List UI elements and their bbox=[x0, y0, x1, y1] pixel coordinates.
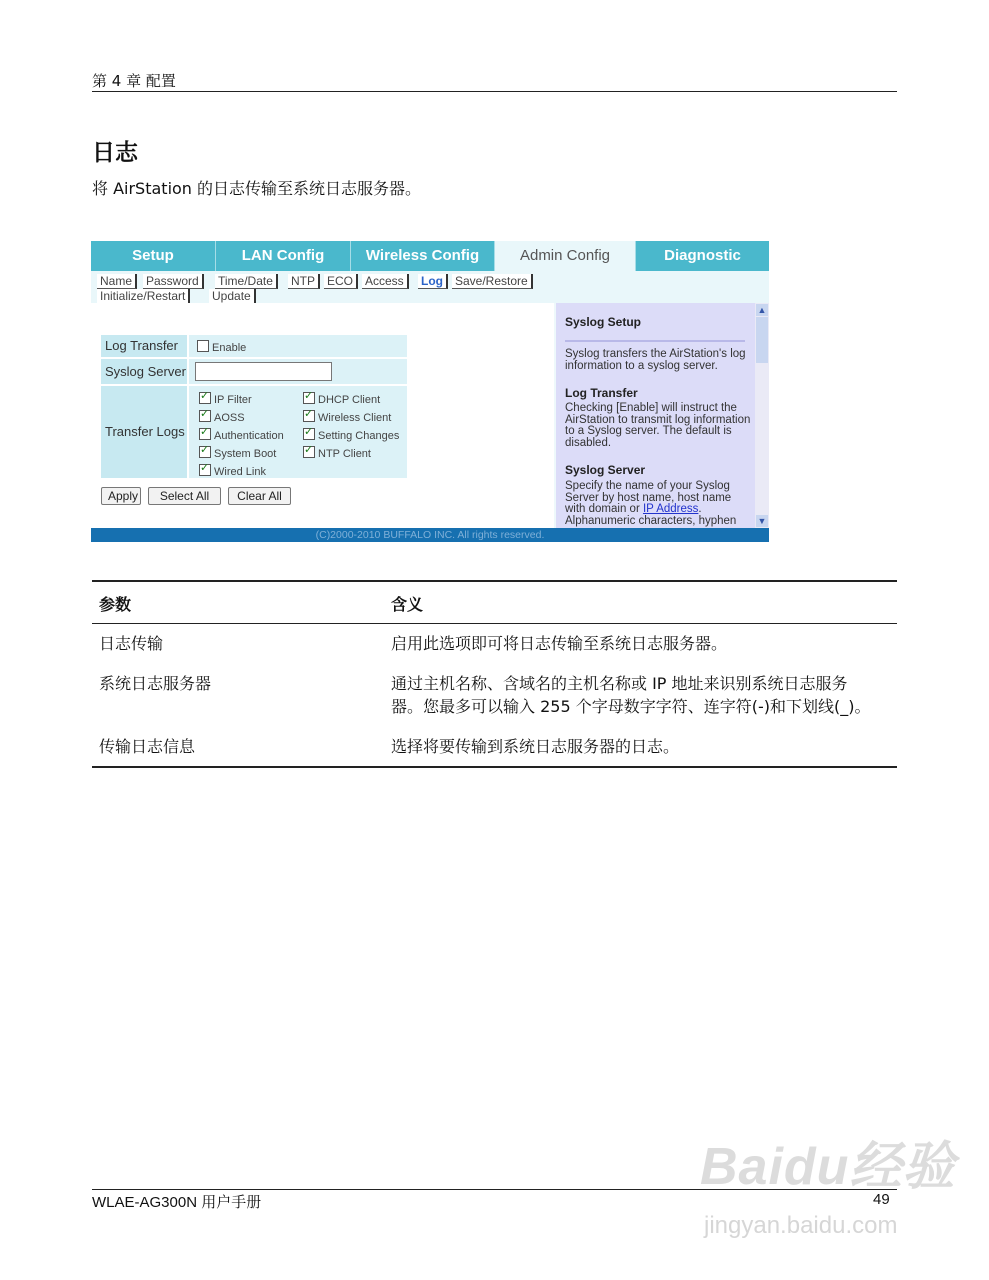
help-text-log-transfer: Checking [Enable] will instruct the AirStation to transmit log information to a Syslog server. The default is disabled. bbox=[565, 402, 751, 449]
system-boot-label: System Boot bbox=[214, 448, 277, 460]
section-intro: 将 AirStation 的日志传输至系统日志服务器。 bbox=[92, 179, 422, 198]
help-text-syslog-server: Specify the name of your Syslog Server by host name, host name with domain or IP Address. Alphanumeric characters, hyphen bbox=[565, 480, 737, 527]
ip-address-link[interactable]: IP Address bbox=[642, 503, 699, 515]
footer-manual-title: WLAE-AG300N 用户手册 bbox=[92, 1194, 262, 1211]
table-row-2-param: 系统日志服务器 bbox=[99, 674, 212, 693]
main-tab-bar bbox=[91, 241, 769, 271]
table-row-2-meaning-line2: 器。您最多可以输入 255 个字母数字字符、连字符(-)和下划线(_)。 bbox=[391, 697, 871, 716]
table-header-param: 参数 bbox=[99, 595, 132, 614]
authentication-label: Authentication bbox=[214, 430, 284, 442]
help-heading-syslog-server: Syslog Server bbox=[565, 463, 646, 477]
setting-changes-label: Setting Changes bbox=[318, 430, 400, 442]
section-title: 日志 bbox=[92, 140, 138, 166]
help-divider bbox=[565, 340, 745, 342]
table-row-3-meaning: 选择将要传输到系统日志服务器的日志。 bbox=[391, 737, 680, 756]
apply-button[interactable]: Apply bbox=[101, 487, 141, 505]
scroll-down-icon[interactable]: ▼ bbox=[757, 516, 767, 526]
baidu-watermark: Baidu经验 bbox=[700, 1138, 956, 1196]
enable-label: Enable bbox=[212, 342, 247, 354]
subtab-initialize-restart[interactable]: Initialize/Restart bbox=[97, 289, 190, 304]
tab-admin-config[interactable]: Admin Config bbox=[495, 241, 636, 271]
wireless-client-label: Wireless Client bbox=[318, 412, 392, 424]
scroll-thumb[interactable] bbox=[756, 317, 768, 363]
syslog-server-input[interactable] bbox=[195, 362, 332, 381]
scroll-up-icon[interactable]: ▲ bbox=[757, 305, 767, 315]
transfer-logs-field bbox=[189, 386, 407, 478]
ip-filter-checkbox[interactable] bbox=[199, 392, 211, 404]
subtab-save-restore[interactable]: Save/Restore bbox=[452, 274, 533, 289]
copyright-bar: (C)2000-2010 BUFFALO INC. All rights reserved. bbox=[91, 528, 769, 542]
baidu-watermark-url: jingyan.baidu.com bbox=[704, 1212, 898, 1239]
router-admin-screenshot bbox=[91, 241, 769, 542]
header-rule bbox=[92, 91, 897, 92]
subtab-time-date[interactable]: Time/Date bbox=[215, 274, 278, 289]
wireless-client-checkbox[interactable] bbox=[303, 410, 315, 422]
help-scrollbar[interactable] bbox=[755, 303, 769, 528]
table-top-rule bbox=[92, 580, 897, 582]
tab-setup[interactable]: Setup bbox=[91, 241, 216, 271]
table-row-1-param: 日志传输 bbox=[99, 634, 164, 653]
tab-wireless-config[interactable]: Wireless Config bbox=[351, 241, 495, 271]
table-header-rule bbox=[92, 623, 897, 624]
sub-tab-bar bbox=[91, 271, 769, 303]
transfer-logs-label: Transfer Logs bbox=[101, 386, 187, 478]
syslog-server-field bbox=[189, 359, 407, 384]
subtab-update[interactable]: Update bbox=[209, 289, 256, 304]
help-panel bbox=[556, 303, 755, 528]
subtab-ntp[interactable]: NTP bbox=[288, 274, 320, 289]
wired-link-label: Wired Link bbox=[214, 466, 266, 478]
ntp-client-checkbox[interactable] bbox=[303, 446, 315, 458]
table-header-meaning: 含义 bbox=[391, 595, 424, 614]
log-transfer-label: Log Transfer bbox=[101, 335, 187, 357]
subtab-log[interactable]: Log bbox=[418, 274, 448, 289]
table-row-1-meaning: 启用此选项即可将日志传输至系统日志服务器。 bbox=[391, 634, 728, 653]
log-transfer-field bbox=[189, 335, 407, 357]
log-settings-form bbox=[91, 303, 554, 528]
ip-filter-label: IP Filter bbox=[214, 394, 252, 406]
select-all-button[interactable]: Select All bbox=[148, 487, 221, 505]
table-row-2-meaning-line1: 通过主机名称、含域名的主机名称或 IP 地址来识别系统日志服务 bbox=[391, 674, 848, 693]
subtab-access[interactable]: Access bbox=[362, 274, 409, 289]
help-text-syslog-setup: Syslog transfers the AirStation's log information to a syslog server. bbox=[565, 348, 746, 372]
wired-link-checkbox[interactable] bbox=[199, 464, 211, 476]
authentication-checkbox[interactable] bbox=[199, 428, 211, 440]
clear-all-button[interactable]: Clear All bbox=[228, 487, 291, 505]
page-number: 49 bbox=[873, 1191, 890, 1208]
chapter-header: 第 4 章 配置 bbox=[92, 72, 176, 90]
table-bottom-rule bbox=[92, 766, 897, 768]
help-heading-syslog-setup: Syslog Setup bbox=[565, 315, 642, 329]
system-boot-checkbox[interactable] bbox=[199, 446, 211, 458]
footer-rule bbox=[92, 1189, 897, 1190]
aoss-label: AOSS bbox=[214, 412, 245, 424]
tab-lan-config[interactable]: LAN Config bbox=[216, 241, 351, 271]
tab-diagnostic[interactable]: Diagnostic bbox=[664, 247, 741, 264]
enable-checkbox[interactable] bbox=[197, 340, 209, 352]
help-heading-log-transfer: Log Transfer bbox=[565, 386, 638, 400]
aoss-checkbox[interactable] bbox=[199, 410, 211, 422]
setting-changes-checkbox[interactable] bbox=[303, 428, 315, 440]
syslog-server-label: Syslog Server bbox=[101, 359, 187, 384]
subtab-name[interactable]: Name bbox=[97, 274, 137, 289]
subtab-eco[interactable]: ECO bbox=[324, 274, 358, 289]
subtab-password[interactable]: Password bbox=[143, 274, 204, 289]
table-row-3-param: 传输日志信息 bbox=[99, 737, 196, 756]
dhcp-client-checkbox[interactable] bbox=[303, 392, 315, 404]
dhcp-client-label: DHCP Client bbox=[318, 394, 381, 406]
ntp-client-label: NTP Client bbox=[318, 448, 371, 460]
